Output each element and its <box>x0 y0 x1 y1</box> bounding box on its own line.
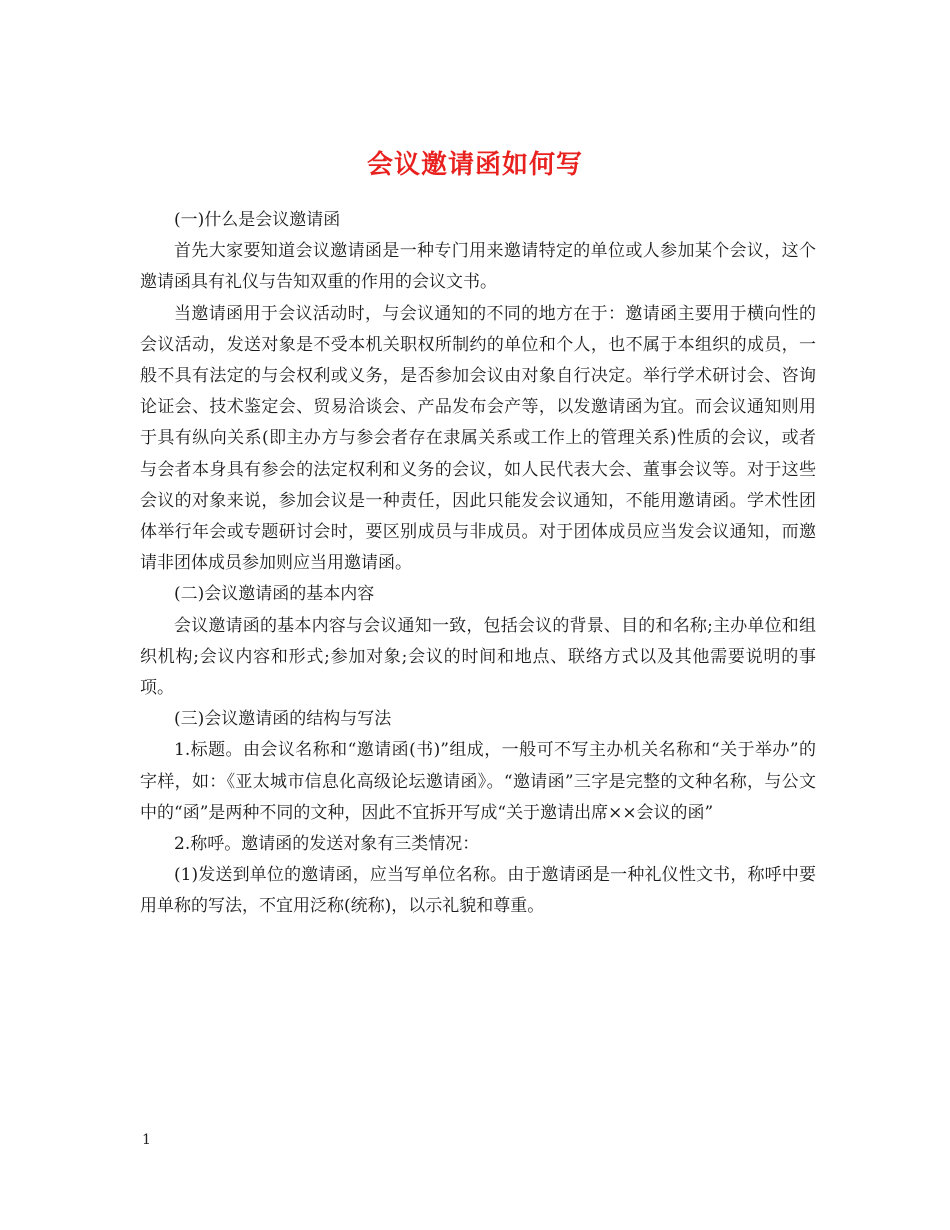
document-title: 会议邀请函如何写 <box>366 150 583 181</box>
document-body <box>140 205 816 923</box>
paragraph: 当邀请函用于会议活动时，与会议通知的不同的地方在于：邀请函主要用于横向性的会议活动，发送对象是不受本机关职权所制约的单位和个人，也不属于本组织的成员，一般不具有法定的与会权利或义务，是否参加会议由对象自行决定。举行学术研讨会、咨询论证会、技术鉴定会、贸易洽谈会、产品发布会产等，以发邀请函为宜。而会议通知则用于具有纵向关系(即主办方与参会者存在隶属关系或工作上的管理关系)性质的会议，或者与会者本身具有参会的法定权利和义务的会议，如人民代表大会、董事会议等。对于这些会议的对象来说，参加会议是一种责任，因此只能发会议通知，不能用邀请函。学术性团体举行年会或专题研讨会时，要区别成员与非成员。对于团体成员应当发会议通知，而邀请非团体成员参加则应当用邀请函。 <box>140 303 816 574</box>
paragraph: 首先大家要知道会议邀请函是一种专门用来邀请特定的单位或人参加某个会议，这个邀请函具有礼仪与告知双重的作用的会议文书。 <box>140 241 816 293</box>
paragraph: 会议邀请函的基本内容与会议通知一致，包括会议的背景、目的和名称;主办单位和组织机构;会议内容和形式;参加对象;会议的时间和地点、联络方式以及其他需要说明的事项。 <box>140 615 816 699</box>
section-heading: (二)会议邀请函的基本内容 <box>174 584 375 605</box>
section-heading: (一)什么是会议邀请函 <box>174 210 341 230</box>
section-heading: (三)会议邀请函的结构与写法 <box>174 709 392 730</box>
paragraph: 2.称呼。邀请函的发送对象有三类情况： <box>174 834 480 855</box>
paragraph: (1)发送到单位的邀请函，应当写单位名称。由于邀请函是一种礼仪性文书，称呼中要用单称的写法，不宜用泛称(统称)，以示礼貌和尊重。 <box>140 865 816 917</box>
page-number: 1 <box>142 1132 151 1148</box>
paragraph: 1.标题。由会议名称和“邀请函(书)”组成，一般可不写主办机关名称和“关于举办”的字样，如：《亚太城市信息化高级论坛邀请函》。“邀请函”三字是完整的文种名称，与公文中的“函”是两种不同的文种，因此不宜拆开写成“关于邀请出席××会议的函” <box>140 740 816 823</box>
